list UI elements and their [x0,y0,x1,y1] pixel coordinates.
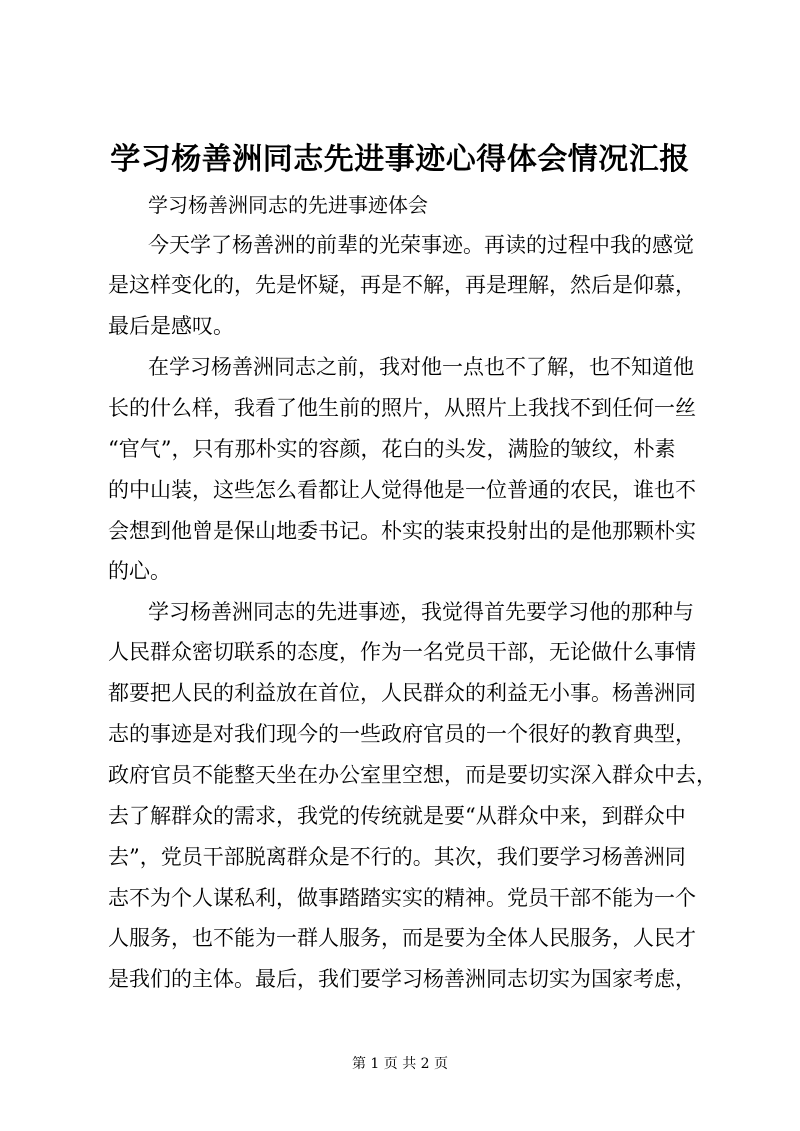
document-title: 学习杨善洲同志先进事迹心得体会情况汇报 [110,142,690,177]
body-line: 志不为个人谋私利，做事踏踏实实的精神。党员干部不能为一个 [108,886,696,910]
body-line: 今天学了杨善洲的前辈的光荣事迹。再读的过程中我的感觉 [148,233,694,257]
body-line: 最后是感叹。 [108,314,234,338]
body-line: 学习杨善洲同志的先进事迹，我觉得首先要学习他的那种与 [148,600,694,624]
page-footer: 第 1 页 共 2 页 [351,1056,449,1072]
body-line: 人服务，也不能为一群人服务，而是要为全体人民服务，人民才 [108,926,696,950]
body-line: 人民群众密切联系的态度，作为一名党员干部，无论做什么事情 [108,640,696,664]
body-line: 政府官员不能整天坐在办公室里空想，而是要切实深入群众中去， [108,763,717,787]
body-line: 的心。 [108,559,171,583]
body-line: 都要把人民的利益放在首位，人民群众的利益无小事。杨善洲同 [108,681,696,705]
body-line: 去”，党员干部脱离群众是不行的。其次，我们要学习杨善洲同 [108,845,686,869]
body-line: 会想到他曾是保山地委书记。朴实的装束投射出的是他那颗朴实 [108,519,696,543]
body-line: 的中山装，这些怎么看都让人觉得他是一位普通的农民，谁也不 [108,478,696,502]
body-line: 是我们的主体。最后，我们要学习杨善洲同志切实为国家考虑， [108,967,696,991]
body-line: 是这样变化的，先是怀疑，再是不解，再是理解，然后是仰慕， [108,273,696,297]
body-line: 志的事迹是对我们现今的一些政府官员的一个很好的教育典型， [108,722,696,746]
body-line: 长的什么样，我看了他生前的照片，从照片上我找不到任何一丝 [108,396,696,420]
body-line: “官气”，只有那朴实的容颜，花白的头发，满脸的皱纹，朴素 [108,437,676,461]
document-subtitle: 学习杨善洲同志的先进事迹体会 [148,193,428,217]
body-line: 在学习杨善洲同志之前，我对他一点也不了解，也不知道他 [148,355,694,379]
body-line: 去了解群众的需求，我党的传统就是要“从群众中来，到群众中 [108,804,686,828]
